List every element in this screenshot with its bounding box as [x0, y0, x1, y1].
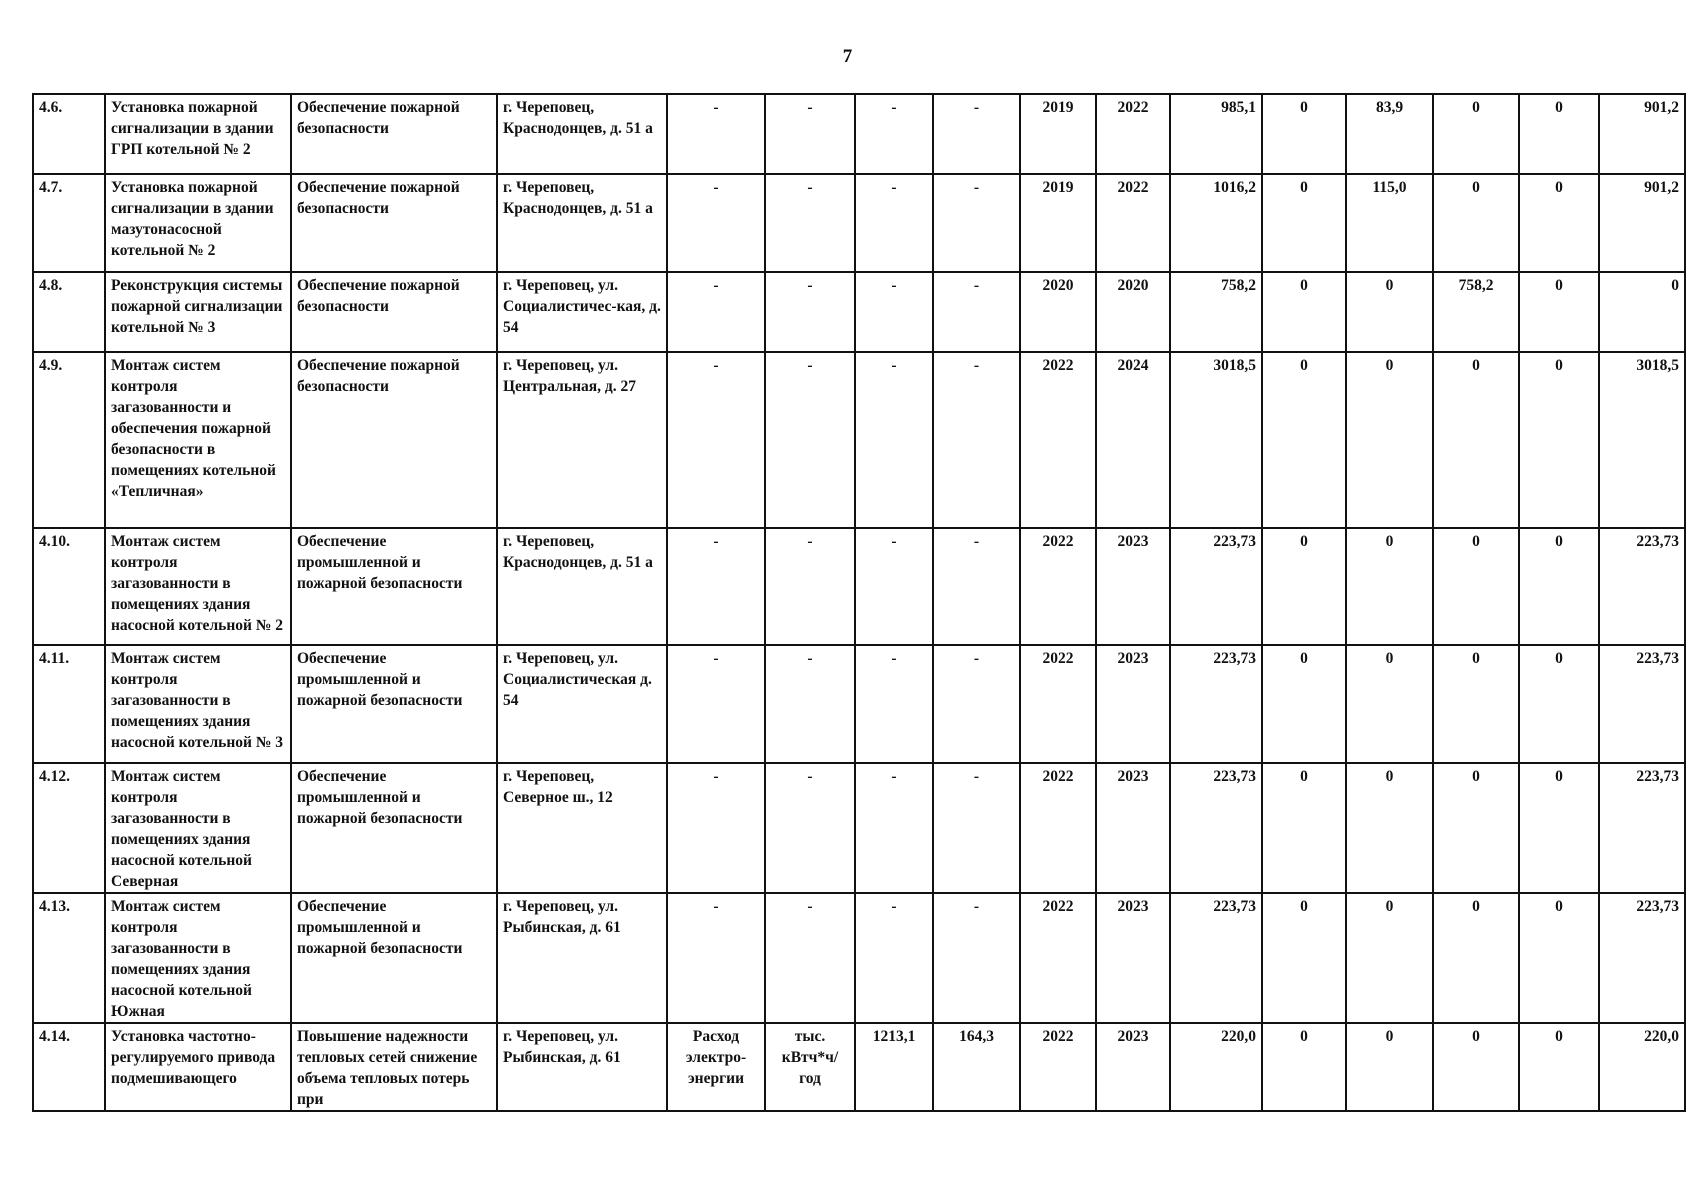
cell-item-number: 4.7.	[33, 174, 105, 272]
cell-year-5: 901,2	[1599, 94, 1685, 174]
cell-year-1: 0	[1262, 1023, 1346, 1111]
cell-year-2: 0	[1346, 645, 1433, 763]
cell-year-5: 3018,5	[1599, 352, 1685, 528]
cell-indicator-after: -	[933, 94, 1020, 174]
cell-indicator-before: -	[855, 174, 933, 272]
cell-end-year: 2023	[1096, 893, 1170, 1023]
cell-total-cost: 223,73	[1170, 645, 1262, 763]
cell-year-4: 0	[1519, 272, 1599, 352]
cell-indicator-name: -	[667, 174, 765, 272]
cell-year-1: 0	[1262, 352, 1346, 528]
cell-year-4: 0	[1519, 174, 1599, 272]
cell-address: г. Череповец, ул. Социалистичес-кая, д. 54	[497, 272, 667, 352]
cell-year-3: 0	[1433, 1023, 1519, 1111]
cell-year-1: 0	[1262, 174, 1346, 272]
cell-item-number: 4.10.	[33, 528, 105, 645]
cell-start-year: 2019	[1020, 94, 1096, 174]
cell-indicator-unit: -	[765, 352, 855, 528]
cell-start-year: 2020	[1020, 272, 1096, 352]
cell-total-cost: 223,73	[1170, 893, 1262, 1023]
cell-year-2: 83,9	[1346, 94, 1433, 174]
cell-address: г. Череповец, ул. Центральная, д. 27	[497, 352, 667, 528]
cell-start-year: 2022	[1020, 352, 1096, 528]
cell-indicator-before: 1213,1	[855, 1023, 933, 1111]
cell-indicator-name: -	[667, 763, 765, 893]
cell-year-3: 0	[1433, 893, 1519, 1023]
cell-indicator-unit: -	[765, 763, 855, 893]
cell-measure-name: Монтаж систем контроля загазованности и обеспечения пожарной безопасности в помещениях котельной «Тепличная»	[105, 352, 291, 528]
cell-purpose: Обеспечение пожарной безопасности	[291, 174, 497, 272]
cell-year-4: 0	[1519, 528, 1599, 645]
cell-year-4: 0	[1519, 94, 1599, 174]
cell-measure-name: Монтаж систем контроля загазованности в помещениях здания насосной котельной Северная	[105, 763, 291, 893]
table-row	[33, 893, 1685, 1023]
table-body	[33, 94, 1685, 1111]
cell-indicator-after: -	[933, 763, 1020, 893]
cell-year-2: 0	[1346, 893, 1433, 1023]
cell-address: г. Череповец, ул. Рыбинская, д. 61	[497, 893, 667, 1023]
cell-indicator-before: -	[855, 763, 933, 893]
cell-start-year: 2022	[1020, 893, 1096, 1023]
cell-purpose: Обеспечение пожарной безопасности	[291, 352, 497, 528]
cell-indicator-after: -	[933, 528, 1020, 645]
cell-purpose: Обеспечение пожарной безопасности	[291, 94, 497, 174]
cell-item-number: 4.9.	[33, 352, 105, 528]
cell-year-5: 223,73	[1599, 645, 1685, 763]
cell-item-number: 4.11.	[33, 645, 105, 763]
cell-measure-name: Монтаж систем контроля загазованности в помещениях здания насосной котельной № 3	[105, 645, 291, 763]
cell-year-2: 0	[1346, 1023, 1433, 1111]
cell-purpose: Обеспечение промышленной и пожарной безопасности	[291, 763, 497, 893]
table-row	[33, 352, 1685, 528]
cell-indicator-name: -	[667, 272, 765, 352]
cell-year-3: 0	[1433, 94, 1519, 174]
cell-year-3: 0	[1433, 174, 1519, 272]
cell-year-1: 0	[1262, 763, 1346, 893]
cell-indicator-before: -	[855, 645, 933, 763]
cell-indicator-before: -	[855, 94, 933, 174]
cell-purpose: Повышение надежности тепловых сетей снижение объема тепловых потерь при	[291, 1023, 497, 1111]
cell-measure-name: Монтаж систем контроля загазованности в помещениях здания насосной котельной № 2	[105, 528, 291, 645]
cell-total-cost: 758,2	[1170, 272, 1262, 352]
cell-total-cost: 223,73	[1170, 528, 1262, 645]
cell-total-cost: 1016,2	[1170, 174, 1262, 272]
cell-year-4: 0	[1519, 645, 1599, 763]
cell-measure-name: Реконструкция системы пожарной сигнализации котельной № 3	[105, 272, 291, 352]
cell-item-number: 4.6.	[33, 94, 105, 174]
cell-year-5: 901,2	[1599, 174, 1685, 272]
cell-measure-name: Установка частотно-регулируемого привода подмешивающего	[105, 1023, 291, 1111]
cell-year-4: 0	[1519, 893, 1599, 1023]
investment-program-table	[32, 93, 1686, 1112]
cell-start-year: 2022	[1020, 763, 1096, 893]
cell-address: г. Череповец, ул. Социалистическая д. 54	[497, 645, 667, 763]
table-row	[33, 763, 1685, 893]
cell-indicator-unit: -	[765, 893, 855, 1023]
cell-indicator-unit: -	[765, 645, 855, 763]
cell-end-year: 2023	[1096, 528, 1170, 645]
table-row	[33, 174, 1685, 272]
cell-indicator-name: -	[667, 528, 765, 645]
cell-year-1: 0	[1262, 94, 1346, 174]
cell-year-1: 0	[1262, 893, 1346, 1023]
cell-indicator-after: -	[933, 272, 1020, 352]
cell-purpose: Обеспечение пожарной безопасности	[291, 272, 497, 352]
table-row	[33, 272, 1685, 352]
cell-year-1: 0	[1262, 528, 1346, 645]
cell-indicator-unit: -	[765, 272, 855, 352]
cell-total-cost: 223,73	[1170, 763, 1262, 893]
cell-indicator-name: -	[667, 352, 765, 528]
cell-end-year: 2022	[1096, 94, 1170, 174]
cell-measure-name: Установка пожарной сигнализации в здании ГРП котельной № 2	[105, 94, 291, 174]
cell-indicator-after: -	[933, 893, 1020, 1023]
cell-end-year: 2022	[1096, 174, 1170, 272]
table-row	[33, 645, 1685, 763]
cell-item-number: 4.13.	[33, 893, 105, 1023]
cell-year-3: 0	[1433, 352, 1519, 528]
cell-indicator-unit: -	[765, 528, 855, 645]
cell-purpose: Обеспечение промышленной и пожарной безопасности	[291, 528, 497, 645]
cell-indicator-before: -	[855, 528, 933, 645]
cell-address: г. Череповец, ул. Рыбинская, д. 61	[497, 1023, 667, 1111]
cell-start-year: 2022	[1020, 645, 1096, 763]
cell-end-year: 2024	[1096, 352, 1170, 528]
cell-year-4: 0	[1519, 352, 1599, 528]
cell-year-3: 0	[1433, 645, 1519, 763]
cell-indicator-after: -	[933, 352, 1020, 528]
cell-year-3: 0	[1433, 528, 1519, 645]
cell-indicator-unit: -	[765, 174, 855, 272]
cell-address: г. Череповец, Северное ш., 12	[497, 763, 667, 893]
cell-total-cost: 220,0	[1170, 1023, 1262, 1111]
table-row	[33, 94, 1685, 174]
cell-indicator-name: Расход электро-энергии	[667, 1023, 765, 1111]
cell-start-year: 2022	[1020, 528, 1096, 645]
cell-purpose: Обеспечение промышленной и пожарной безопасности	[291, 645, 497, 763]
cell-total-cost: 985,1	[1170, 94, 1262, 174]
cell-item-number: 4.12.	[33, 763, 105, 893]
cell-end-year: 2023	[1096, 1023, 1170, 1111]
cell-year-2: 0	[1346, 272, 1433, 352]
cell-year-5: 223,73	[1599, 893, 1685, 1023]
cell-year-2: 0	[1346, 763, 1433, 893]
cell-indicator-before: -	[855, 272, 933, 352]
cell-indicator-before: -	[855, 893, 933, 1023]
cell-measure-name: Монтаж систем контроля загазованности в помещениях здания насосной котельной Южная	[105, 893, 291, 1023]
cell-year-2: 0	[1346, 528, 1433, 645]
cell-indicator-before: -	[855, 352, 933, 528]
cell-end-year: 2023	[1096, 763, 1170, 893]
page-number: 7	[842, 46, 853, 67]
cell-year-5: 223,73	[1599, 763, 1685, 893]
cell-indicator-after: -	[933, 645, 1020, 763]
cell-start-year: 2019	[1020, 174, 1096, 272]
cell-indicator-after: -	[933, 174, 1020, 272]
table-row	[33, 1023, 1685, 1111]
cell-measure-name: Установка пожарной сигнализации в здании мазутонасосной котельной № 2	[105, 174, 291, 272]
cell-address: г. Череповец, Краснодонцев, д. 51 а	[497, 94, 667, 174]
cell-year-5: 223,73	[1599, 528, 1685, 645]
cell-end-year: 2023	[1096, 645, 1170, 763]
cell-year-5: 0	[1599, 272, 1685, 352]
cell-year-2: 0	[1346, 352, 1433, 528]
cell-year-2: 115,0	[1346, 174, 1433, 272]
cell-indicator-name: -	[667, 893, 765, 1023]
cell-indicator-name: -	[667, 645, 765, 763]
cell-year-1: 0	[1262, 272, 1346, 352]
cell-address: г. Череповец, Краснодонцев, д. 51 а	[497, 528, 667, 645]
cell-address: г. Череповец, Краснодонцев, д. 51 а	[497, 174, 667, 272]
cell-item-number: 4.8.	[33, 272, 105, 352]
cell-year-5: 220,0	[1599, 1023, 1685, 1111]
cell-end-year: 2020	[1096, 272, 1170, 352]
cell-year-3: 0	[1433, 763, 1519, 893]
cell-indicator-name: -	[667, 94, 765, 174]
cell-year-3: 758,2	[1433, 272, 1519, 352]
cell-indicator-unit: тыс. кВтч*ч/ год	[765, 1023, 855, 1111]
cell-item-number: 4.14.	[33, 1023, 105, 1111]
table-row	[33, 528, 1685, 645]
cell-indicator-unit: -	[765, 94, 855, 174]
cell-year-4: 0	[1519, 1023, 1599, 1111]
cell-total-cost: 3018,5	[1170, 352, 1262, 528]
cell-year-1: 0	[1262, 645, 1346, 763]
cell-year-4: 0	[1519, 763, 1599, 893]
cell-indicator-after: 164,3	[933, 1023, 1020, 1111]
cell-purpose: Обеспечение промышленной и пожарной безопасности	[291, 893, 497, 1023]
cell-start-year: 2022	[1020, 1023, 1096, 1111]
